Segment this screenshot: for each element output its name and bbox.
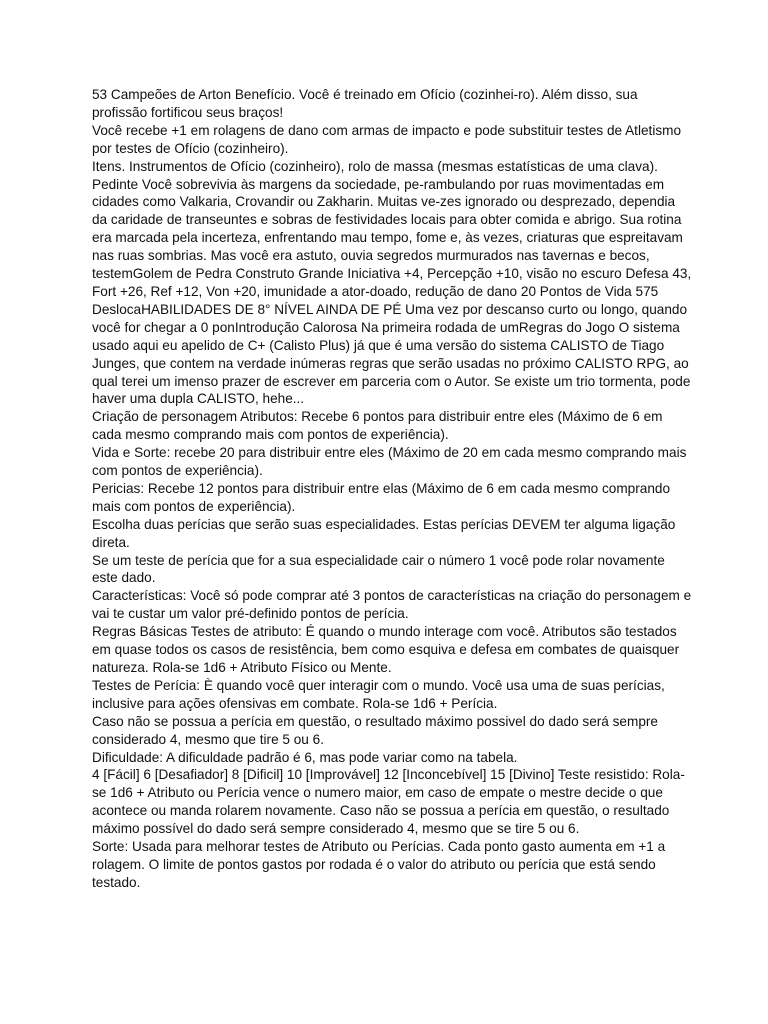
- paragraph-sem-pericia: Caso não se possua a perícia em questão, o resultado máximo possivel do dado será sempre considerado 4, mesmo que tire 5 ou 6.: [92, 713, 658, 747]
- paragraph-campeoes-beneficio: 53 Campeões de Arton Benefício. Você é treinado em Ofício (cozinhei-ro). Além disso, sua profissão fortificou seus braços!: [92, 87, 638, 120]
- paragraph-dificuldade: Dificuldade: A dificuldade padrão é 6, mas pode variar como na tabela.: [92, 749, 518, 765]
- paragraph-pedinte: Pedinte Você sobrevivia às margens da sociedade, pe-rambulando por ruas movimentadas em cidades como Valkaria, Crovandir ou Zakharin. Muitas ve-zes ignorado ou desprezado, dependia da caridade de transeuntes e sobras de festividades locais para obter comida e abrigo. Sua rotina era marcada pela incerteza, enfrentando mau tempo, fome e, às vezes, criaturas que espreitavam nas ruas sombrias. Mas você era astuto, ouvia segredos murmurados nas tavernas e becos, testemGolem de Pedra Construto Grande Iniciativa +4, Percepção +10, visão no escuro Defesa 43, Fort +26, Ref +12, Von +20, imunidade a ator-doado, redução de dano 20 Pontos de Vida 575 DeslocaHABILIDADES DE 8° NÍVEL AINDA DE PÉ Uma vez por descanso curto ou longo, quando você for chegar a 0 ponIntrodução Calorosa Na primeira rodada de umRegras do Jogo O sistema usado aqui eu apelido de C+ (Calisto Plus) já que é uma versão do sistema CALISTO de Tiago Junges, que contem na verdade inúmeras regras que serão usadas no próximo CALISTO RPG, ao qual terei um imenso prazer de escrever em parceria com o Autor. Se existe um trio tormenta, pode haver uma dupla CALISTO, hehe...: [92, 176, 692, 407]
- paragraph-criacao-atributos: Criação de personagem Atributos: Recebe 6 pontos para distribuir entre eles (Máximo de 6 em cada mesmo comprando mais com pontos de experiência).: [92, 409, 663, 443]
- paragraph-especialidades: Escolha duas perícias que serão suas especialidades. Estas perícias DEVEM ter alguma ligação direta.: [92, 516, 676, 550]
- paragraph-bonus-dano: Você recebe +1 em rolagens de dano com armas de impacto e pode substituir testes de Atletismo por testes de Ofício (cozinheiro).: [92, 122, 682, 156]
- paragraph-pericias: Pericias: Recebe 12 pontos para distribuir entre elas (Máximo de 6 em cada mesmo comprando mais com pontos de experiência).: [92, 480, 671, 514]
- paragraph-sorte: Sorte: Usada para melhorar testes de Atributo ou Perícias. Cada ponto gasto aumenta em +1 a rolagem. O limite de pontos gastos por rodada é o valor do atributo ou perícia que está sendo testado.: [92, 839, 666, 890]
- paragraph-rolar-novamente: Se um teste de perícia que for a sua especialidade cair o número 1 você pode rolar novamente este dado.: [92, 552, 665, 586]
- paragraph-regras-basicas: Regras Básicas Testes de atributo: É quando o mundo interage com você. Atributos são testados em quase todos os casos de resistência, bem como esquiva e defesa em combates de quaisquer natureza. Rola-se 1d6 + Atributo Físico ou Mente.: [92, 624, 680, 675]
- document-page: [92, 86, 692, 892]
- paragraph-itens: Itens. Instrumentos de Ofício (cozinheiro), rolo de massa (mesmas estatísticas de uma clava).: [92, 158, 658, 174]
- paragraph-caracteristicas: Características: Você só pode comprar até 3 pontos de características na criação do personagem e vai te custar um valor pré-definido pontos de perícia.: [92, 588, 692, 622]
- paragraph-tabela-teste-resistido: 4 [Fácil] 6 [Desafiador] 8 [Dificil] 10 [Improvável] 12 [Inconcebível] 15 [Divino] Teste resistido: Rola-se 1d6 + Atributo ou Perícia vence o numero maior, em caso de empate o mestre decide o que acontece ou manda rolarem novamente. Caso não se possua a perícia em questão, o resultado máximo possível do dado será sempre considerado 4, mesmo que se tire 5 ou 6.: [92, 767, 685, 837]
- paragraph-vida-sorte: Vida e Sorte: recebe 20 para distribuir entre eles (Máximo de 20 em cada mesmo comprando mais com pontos de experiência).: [92, 445, 687, 479]
- paragraph-testes-pericia: Testes de Perícia: È quando você quer interagir com o mundo. Você usa uma de suas perícias, inclusive para ações ofensivas em combate. Rola-se 1d6 + Perícia.: [92, 677, 665, 711]
